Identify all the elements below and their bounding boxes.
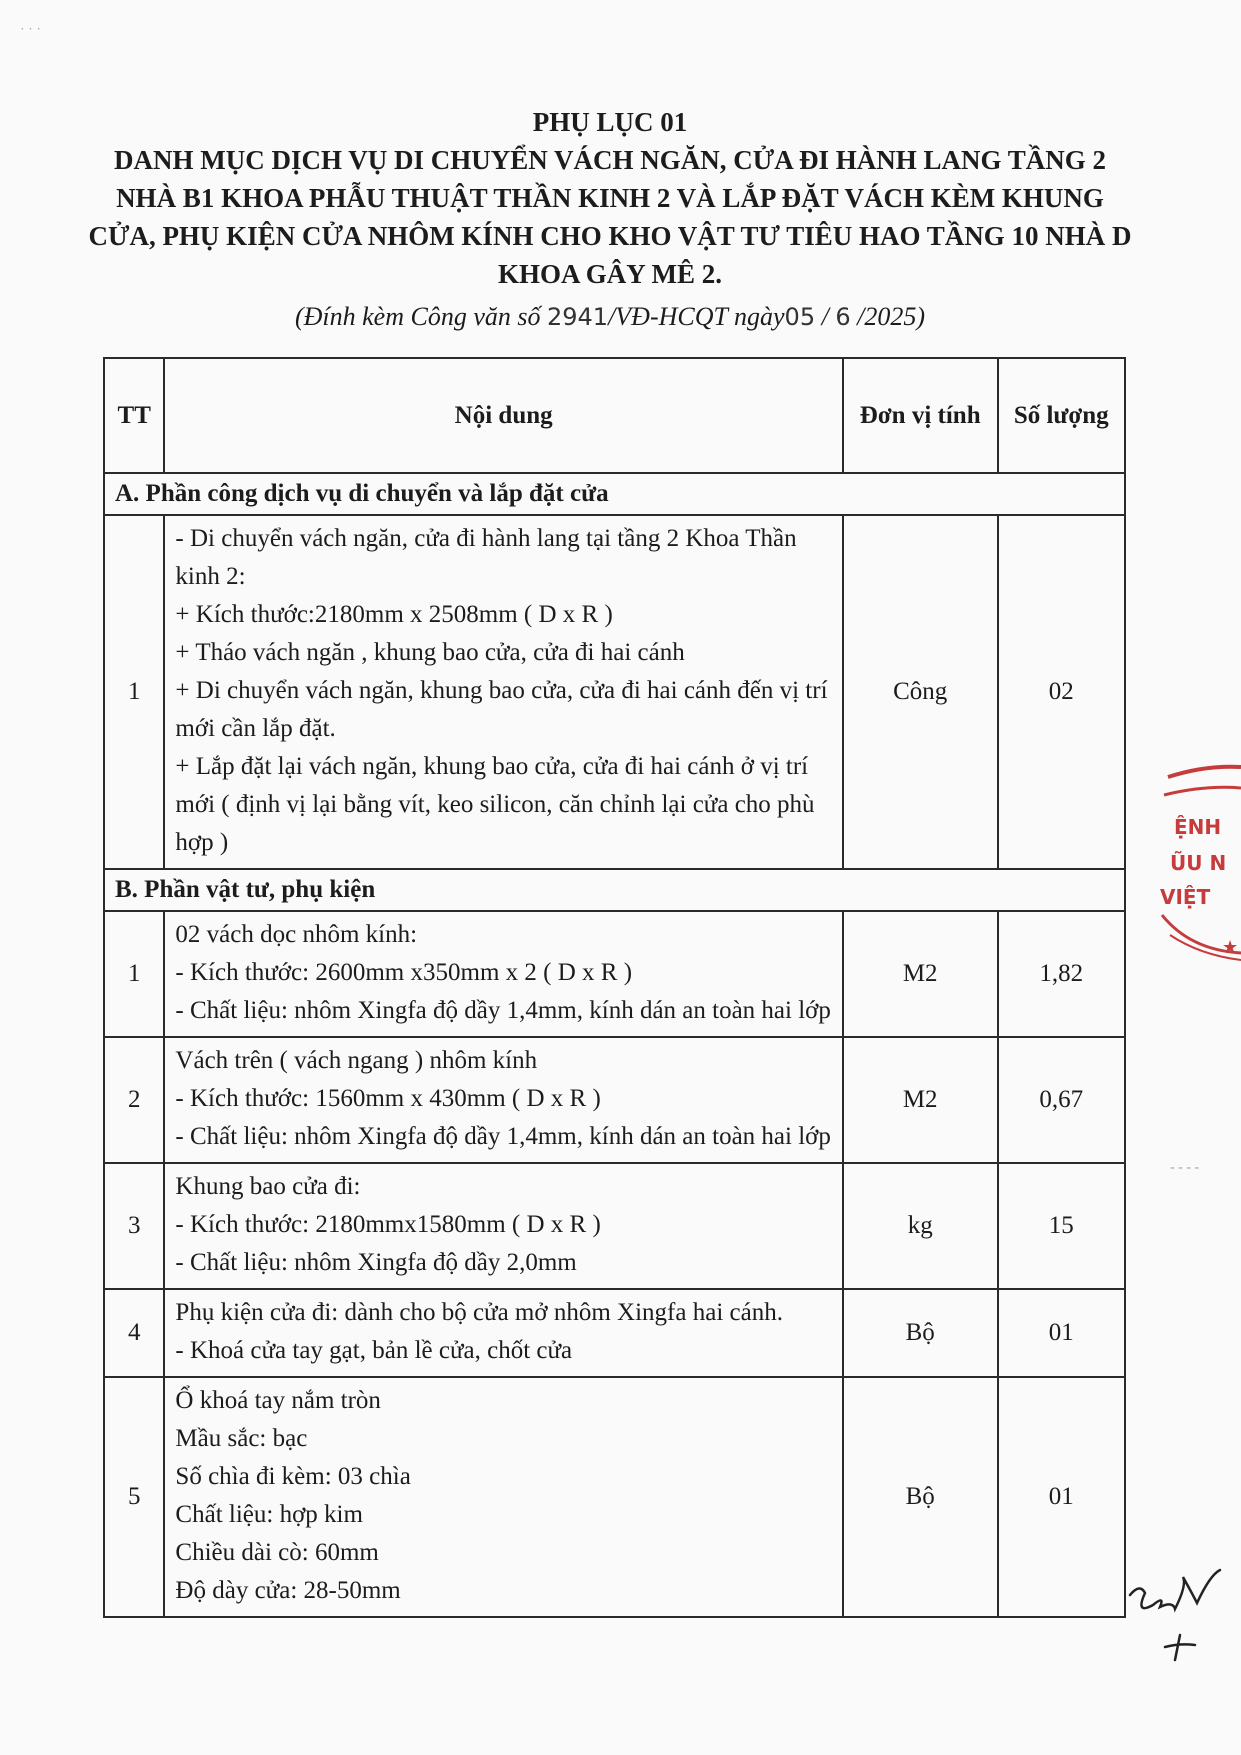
content-line: - Chất liệu: nhôm Xingfa độ dầy 1,4mm, kính dán an toàn hai lớp	[175, 997, 831, 1024]
date-separator: /	[815, 302, 836, 331]
row-unit: Bộ	[843, 1289, 998, 1377]
attach-suffix: /2025)	[850, 302, 925, 331]
official-seal-partial	[1160, 755, 1241, 970]
row-content	[164, 1377, 842, 1617]
content-line: - Chất liệu: nhôm Xingfa độ dầy 1,4mm, kính dán an toàn hai lớp	[175, 1123, 831, 1150]
handwritten-doc-number: 2941	[547, 303, 609, 331]
content-line: - Di chuyển vách ngăn, cửa đi hành lang tại tầng 2 Khoa Thần kinh 2:	[175, 525, 797, 590]
content-line: + Di chuyển vách ngăn, khung bao cửa, cửa đi hai cánh đến vị trí mới cần lắp đặt.	[175, 677, 828, 742]
attach-prefix: (Đính kèm Công văn số	[294, 302, 547, 331]
scan-speck: ˙ ˙ ˙	[20, 26, 41, 41]
col-header-quantity: Số lượng	[998, 358, 1126, 473]
row-number: 1	[104, 911, 164, 1037]
row-number: 5	[104, 1377, 164, 1617]
row-number: 1	[104, 515, 164, 869]
content-line: - Kích thước: 2600mm x350mm x 2 ( D x R )	[175, 959, 633, 986]
col-header-tt: TT	[104, 358, 164, 473]
row-quantity: 01	[998, 1289, 1126, 1377]
handwritten-month: 6	[835, 303, 851, 331]
table-row	[104, 1037, 1125, 1163]
row-number: 4	[104, 1289, 164, 1377]
row-quantity: 02	[998, 515, 1126, 869]
row-content	[164, 911, 842, 1037]
section-a-row	[104, 473, 1125, 515]
table-row	[104, 911, 1125, 1037]
title-line-3: CỬA, PHỤ KIỆN CỬA NHÔM KÍNH CHO KHO VẬT TƯ TIÊU HAO TẦNG 10 NHÀ D	[88, 221, 1132, 251]
scan-speck: - - - -	[1170, 1160, 1200, 1175]
row-number: 3	[104, 1163, 164, 1289]
content-line: Số chìa đi kèm: 03 chìa	[175, 1463, 411, 1490]
row-unit: kg	[843, 1163, 998, 1289]
content-line: - Kích thước: 2180mmx1580mm ( D x R )	[175, 1211, 601, 1238]
seal-text-line: VIỆT	[1160, 885, 1211, 909]
table-header-row	[104, 358, 1125, 473]
content-line: Ổ khoá tay nắm tròn	[175, 1387, 381, 1414]
content-line: + Tháo vách ngăn , khung bao cửa, cửa đi hai cánh	[175, 639, 685, 666]
section-b-heading: B. Phần vật tư, phụ kiện	[104, 869, 1125, 911]
attach-mid: /VĐ-HCQT ngày	[608, 302, 785, 331]
title-line-1: DANH MỤC DỊCH VỤ DI CHUYỂN VÁCH NGĂN, CỬA ĐI HÀNH LANG TẦNG 2	[113, 145, 1107, 175]
content-line: + Lắp đặt lại vách ngăn, khung bao cửa, cửa đi hai cánh ở vị trí mới ( định vị lại bằng vít, keo silicon, căn chỉnh lại cửa cho phù hợp )	[175, 753, 815, 856]
content-line: Vách trên ( vách ngang ) nhôm kính	[175, 1047, 538, 1074]
title-line-2: NHÀ B1 KHOA PHẪU THUẬT THẦN KINH 2 VÀ LẮP ĐẶT VÁCH KÈM KHUNG	[116, 183, 1104, 213]
table-row	[104, 515, 1125, 869]
handwritten-signature	[1125, 1565, 1235, 1675]
seal-text-line: ỆNH	[1174, 815, 1222, 839]
row-unit: Bộ	[843, 1377, 998, 1617]
row-number: 2	[104, 1037, 164, 1163]
row-unit: Công	[843, 515, 998, 869]
row-quantity: 01	[998, 1377, 1126, 1617]
title-line-4: KHOA GÂY MÊ 2.	[497, 259, 722, 289]
content-line: Khung bao cửa đi:	[175, 1173, 361, 1200]
table-row	[104, 1377, 1125, 1617]
content-line: Chiều dài cò: 60mm	[175, 1539, 379, 1566]
appendix-title: PHỤ LỤC 01	[532, 107, 688, 137]
seal-text-line: ŨU N	[1170, 851, 1227, 875]
attachment-reference	[80, 302, 1140, 332]
row-quantity: 1,82	[998, 911, 1126, 1037]
content-line: - Kích thước: 1560mm x 430mm ( D x R )	[175, 1085, 601, 1112]
content-line: Chất liệu: hợp kim	[175, 1501, 363, 1528]
content-line: + Kích thước:2180mm x 2508mm ( D x R )	[175, 601, 613, 628]
row-content	[164, 1163, 842, 1289]
content-line: Mầu sắc: bạc	[175, 1425, 308, 1452]
row-unit: M2	[843, 911, 998, 1037]
row-quantity: 15	[998, 1163, 1126, 1289]
content-line: 02 vách dọc nhôm kính:	[175, 921, 418, 948]
col-header-unit: Đơn vị tính	[843, 358, 998, 473]
document-title-block	[80, 103, 1140, 293]
content-line: Phụ kiện cửa đi: dành cho bộ cửa mở nhôm Xingfa hai cánh.	[175, 1299, 783, 1326]
row-quantity: 0,67	[998, 1037, 1126, 1163]
signature-scribble-icon	[1125, 1565, 1235, 1675]
row-content	[164, 1289, 842, 1377]
col-header-content: Nội dung	[164, 358, 842, 473]
handwritten-day: 05	[784, 303, 816, 331]
content-line: Độ dày cửa: 28-50mm	[175, 1577, 401, 1604]
content-line: - Chất liệu: nhôm Xingfa độ dầy 2,0mm	[175, 1249, 577, 1276]
row-content	[164, 1037, 842, 1163]
svg-text:★: ★	[1222, 937, 1239, 958]
service-list-table	[103, 357, 1126, 1618]
table-row	[104, 1163, 1125, 1289]
row-unit: M2	[843, 1037, 998, 1163]
section-a-heading: A. Phần công dịch vụ di chuyển và lắp đặt cửa	[104, 473, 1125, 515]
content-line: - Khoá cửa tay gạt, bản lề cửa, chốt cửa	[175, 1337, 573, 1364]
row-content	[164, 515, 842, 869]
section-b-row	[104, 869, 1125, 911]
table-row	[104, 1289, 1125, 1377]
